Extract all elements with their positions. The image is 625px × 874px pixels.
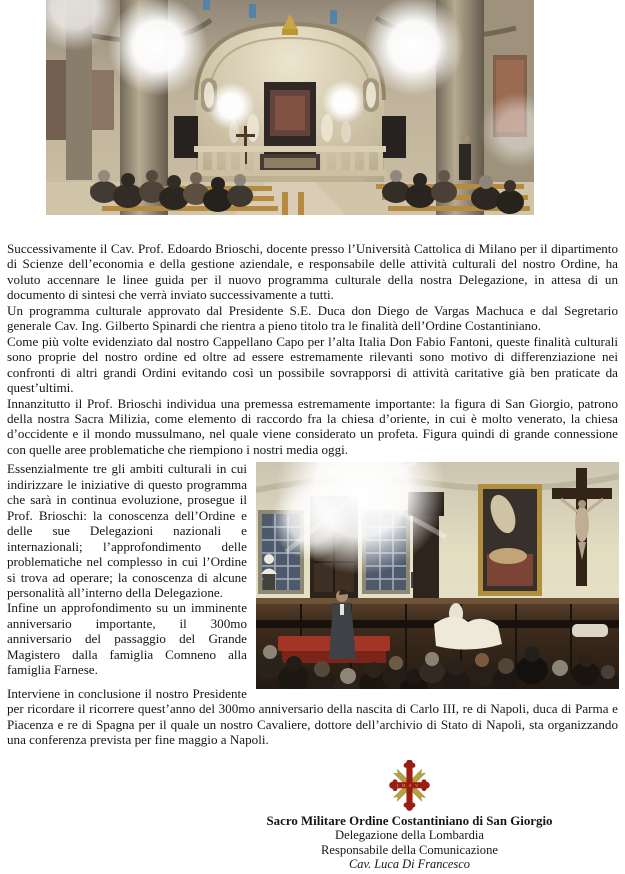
emblem-letters: IHSV xyxy=(396,782,423,788)
constantinian-cross-icon xyxy=(386,760,433,812)
constantinian-cross-icon xyxy=(386,760,433,812)
paragraph-1: Successivamente il Cav. Prof. Edoardo Brioschi, docente presso l’Università Cattolica di Milano per il dipartimento di Scienze dell’economia e della gestione aziendale, e responsabile delle attività culturali del nostro Ordine, ha voluto accennare le linee guida per il nuovo programma culturale della nostra Delegazione, in attesa di un documento di sintesi che verrà inviato successivamente a tutti. xyxy=(7,241,618,303)
delegation-line: Delegazione della Lombardia xyxy=(335,828,484,843)
church-interior-photo xyxy=(46,0,534,215)
article-body xyxy=(7,241,618,457)
meeting-room-illustration xyxy=(256,462,619,689)
meeting-room-photo xyxy=(256,462,619,689)
church-interior-illustration xyxy=(46,0,534,215)
paragraph-5: Essenzialmente tre gli ambiti culturali in cui indirizzare le iniziative di questo programma che sarà in continua evoluzione, prosegue il Prof. Brioschi: la conoscenza dell’Ordine e delle sue Delegazioni nazionali e internazionali; l’approfondimento delle problematiche nel complesso in cui l’Ordine si trova ad operare; la conoscenza di alcune personalità all’interno della Delegazione. xyxy=(7,461,247,600)
paragraph-6: Infine un approfondimento su un imminente anniversario importante, il 300mo anniversario del passaggio del Grande Magistero dalla famiglia Comneno alla famiglia Farnese. xyxy=(7,600,247,678)
signatory-line: Cav. Luca Di Francesco xyxy=(349,856,470,871)
article-body-with-photo xyxy=(7,461,618,747)
role-line: Responsabile della Comunicazione xyxy=(321,842,498,857)
paragraph-2: Un programma culturale approvato dal Presidente S.E. Duca don Diego de Vargas Machuca e dal Segretario generale Cav. Ing. Gilberto Spinardi che rientra a pieno titolo tra le finalità dell’Ordine Costantiniano. xyxy=(7,302,618,334)
wall-painting xyxy=(478,484,542,596)
paragraph-4: Innanzitutto il Prof. Brioschi individua una premessa estremamente importante: la figura di San Giorgio, patrono della nostra Sacra Milizia, come elemento di raccordo fra la chiesa d’oriente, in cui è molto venerato, la chiesa d’occidente e il mondo mussulmano, nel quale viene considerato un profeta. Figura quindi di grande connessione con quelle aree problematiche che riempiono i nostri media oggi. xyxy=(7,395,618,457)
signature-block xyxy=(97,760,625,871)
paragraph-7: Interviene in conclusione il nostro Presidente per ricordare il ricorrere quest’anno del 300mo anniversario della nascita di Carlo III, re di Napoli, duca di Parma e Piacenza e re di Spagna per il quale un nostro Cavaliere, dottore dell’archivio di Stato di Napoli, sta organizzando una conferenza prevista per fine maggio a Napoli. xyxy=(7,685,618,748)
paragraph-3: Come più volte evidenziato dal nostro Cappellano Capo per l’alta Italia Don Fabio Fantoni, queste finalità culturali sono proprie del nostro ordine ed oltre ad essere estremamente rilevanti sono motivo di differenziazione nei confronti di altri grandi Ordini evitando così un possibile sovrapporsi di attività caritative già ben praticate da quest’ultimi. xyxy=(7,333,618,396)
organization-name: Sacro Militare Ordine Costantiniano di San Giorgio xyxy=(266,814,553,829)
